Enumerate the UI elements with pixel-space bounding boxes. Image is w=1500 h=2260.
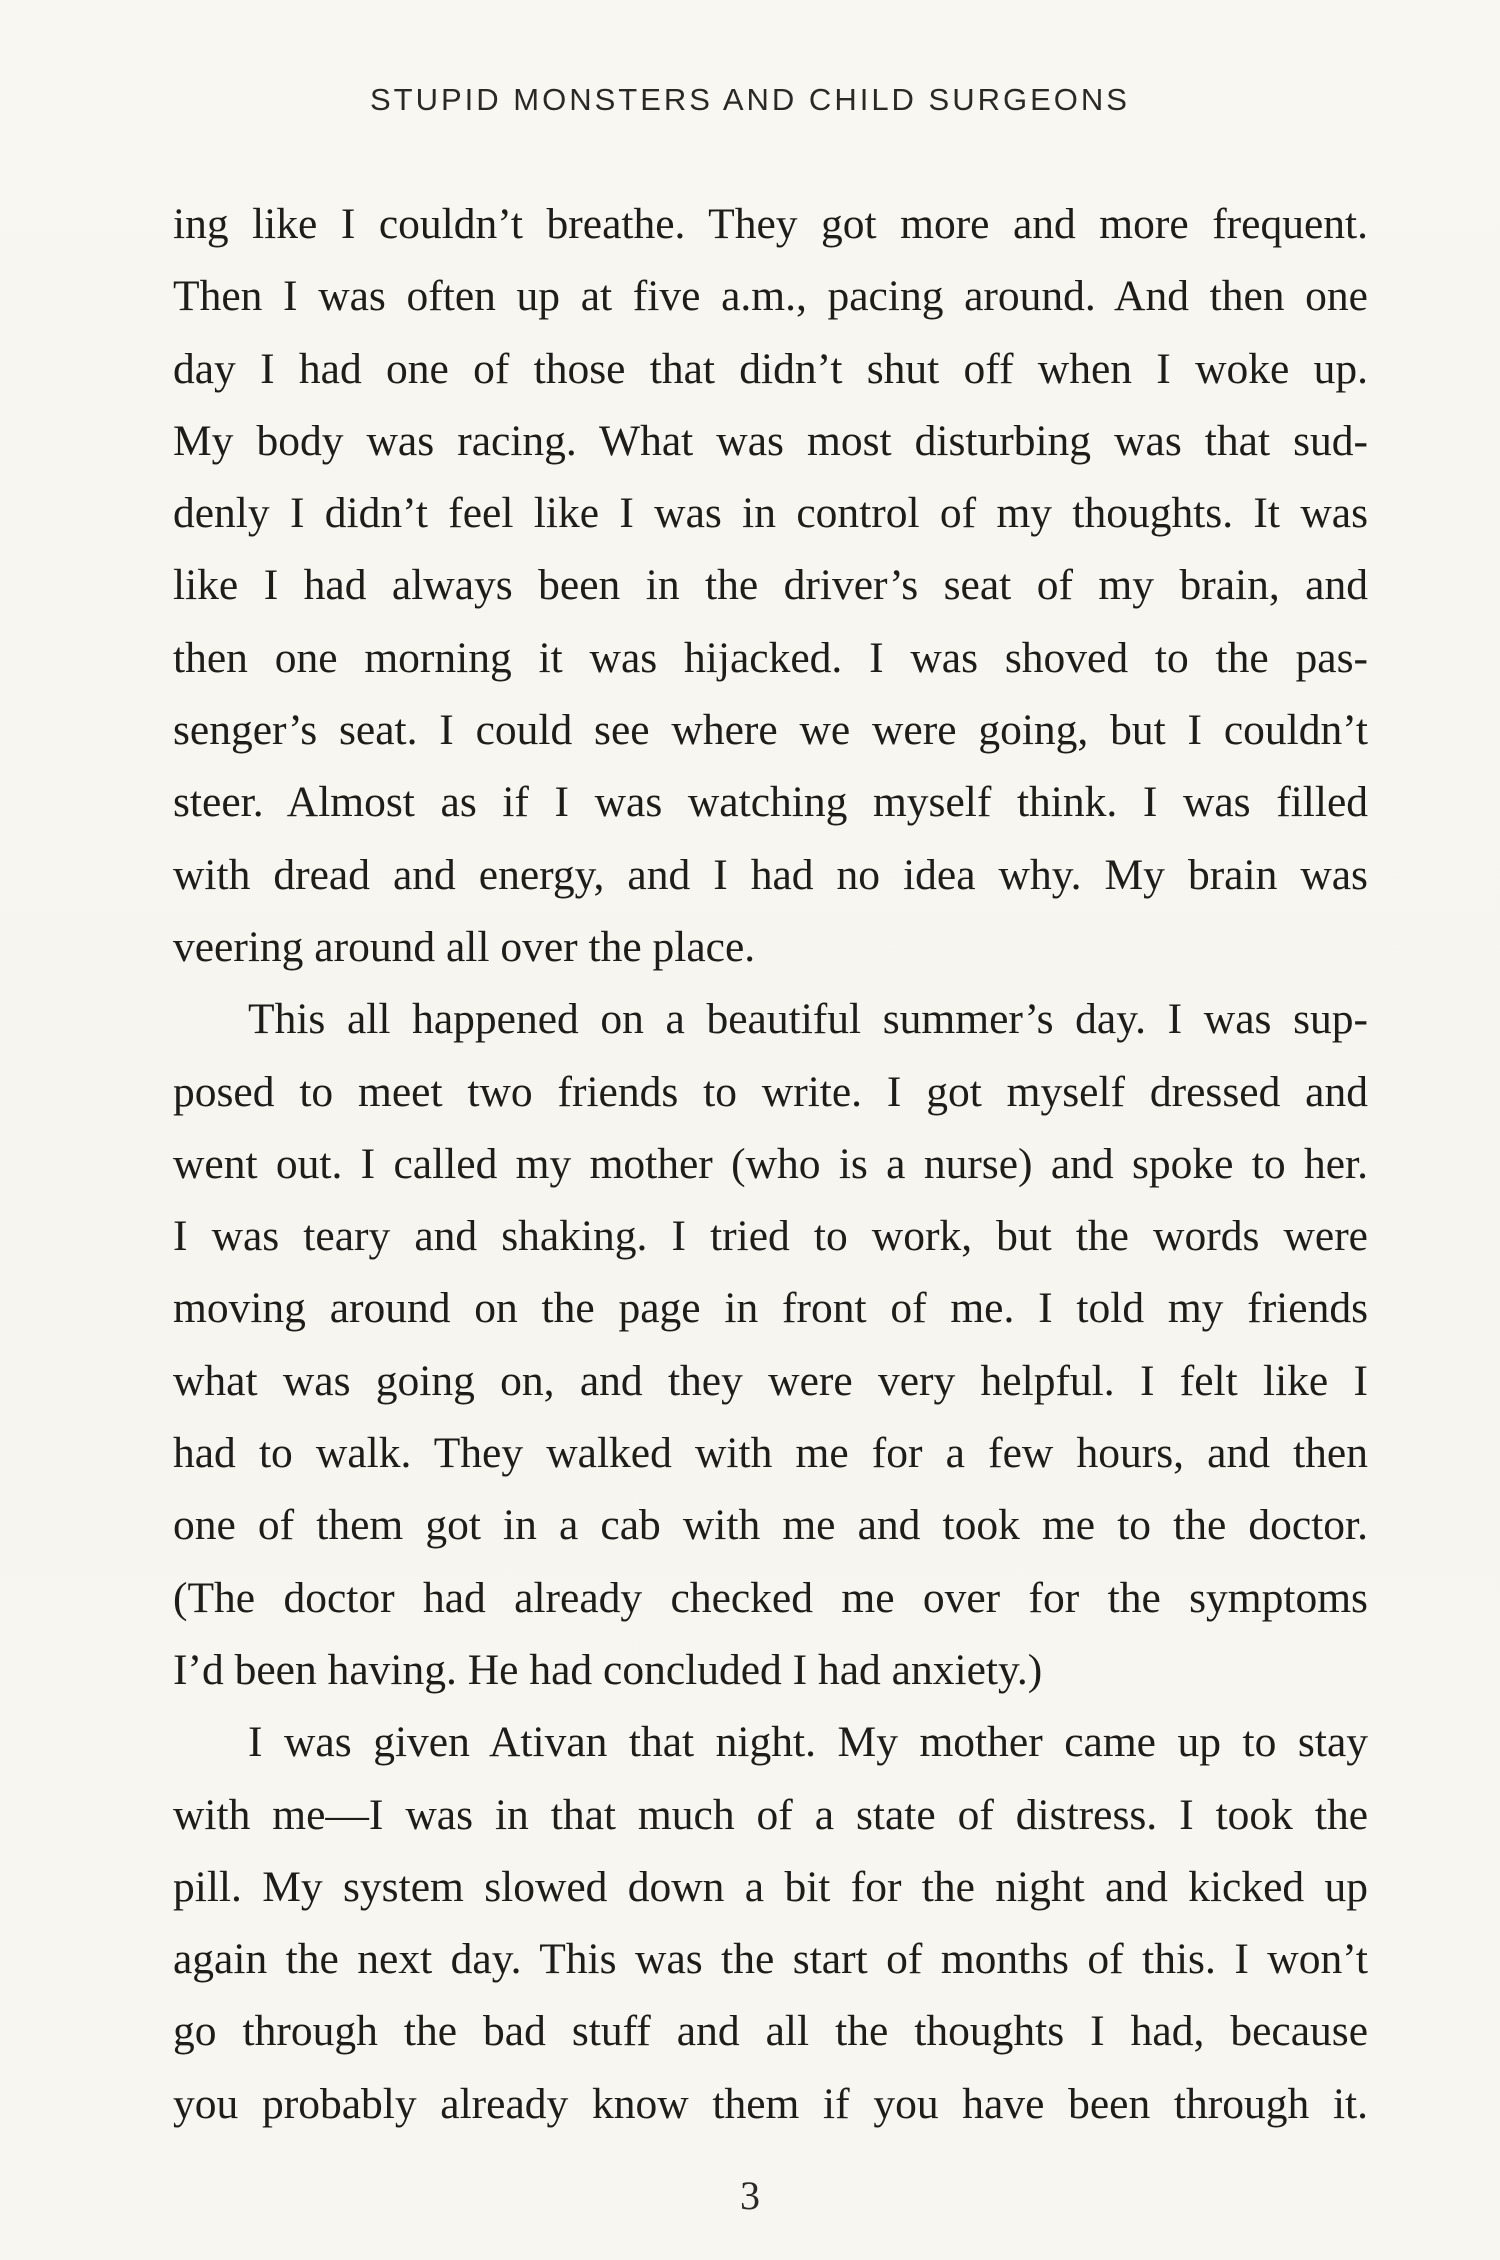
text-line: steer. Almost as if I was watching myself think. I was filled xyxy=(173,778,1368,827)
text-line: I was teary and shaking. I tried to work, but the words were xyxy=(173,1212,1368,1261)
text-line: went out. I called my mother (who is a nurse) and spoke to her. xyxy=(173,1139,1368,1188)
text-line: veering around all over the place. xyxy=(173,922,756,971)
text-line: then one morning it was hijacked. I was shoved to the pas- xyxy=(173,633,1368,682)
text-line: My body was racing. What was most disturbing was that sud- xyxy=(173,416,1368,465)
text-line: posed to meet two friends to write. I got myself dressed and xyxy=(173,1067,1368,1116)
text-line: one of them got in a cab with me and took me to the doctor. xyxy=(173,1501,1368,1550)
text-line: denly I didn’t feel like I was in control of my thoughts. It was xyxy=(173,489,1368,538)
text-line: This all happened on a beautiful summer’s day. I was sup- xyxy=(248,995,1368,1044)
page-number: 3 xyxy=(740,2173,760,2218)
text-line: I was given Ativan that night. My mother came up to stay xyxy=(248,1718,1368,1767)
text-line: I’d been having. He had concluded I had anxiety.) xyxy=(173,1645,1043,1694)
running-head: STUPID MONSTERS AND CHILD SURGEONS xyxy=(370,82,1130,117)
text-line: ing like I couldn’t breathe. They got more and more frequent. xyxy=(173,200,1368,248)
text-line: Then I was often up at five a.m., pacing around. And then one xyxy=(173,272,1368,321)
text-line: had to walk. They walked with me for a few hours, and then xyxy=(173,1429,1368,1478)
text-line: go through the bad stuff and all the thoughts I had, because xyxy=(173,2007,1368,2056)
text-line: moving around on the page in front of me. I told my friends xyxy=(173,1284,1368,1333)
text-line: pill. My system slowed down a bit for the night and kicked up xyxy=(173,1862,1368,1911)
text-line: what was going on, and they were very helpful. I felt like I xyxy=(173,1356,1368,1405)
text-line: like I had always been in the driver’s seat of my brain, and xyxy=(173,561,1368,610)
text-line: with dread and energy, and I had no idea why. My brain was xyxy=(173,850,1368,899)
text-line: senger’s seat. I could see where we were going, but I couldn’t xyxy=(173,706,1368,755)
text-line: again the next day. This was the start of months of this. I won’t xyxy=(173,1935,1368,1984)
text-line: with me—I was in that much of a state of distress. I took the xyxy=(173,1790,1368,1839)
body-text xyxy=(173,188,1368,2140)
text-line: you probably already know them if you have been through it. xyxy=(173,2079,1368,2128)
text-line: (The doctor had already checked me over for the symptoms xyxy=(173,1573,1368,1622)
text-line: day I had one of those that didn’t shut off when I woke up. xyxy=(173,344,1368,393)
